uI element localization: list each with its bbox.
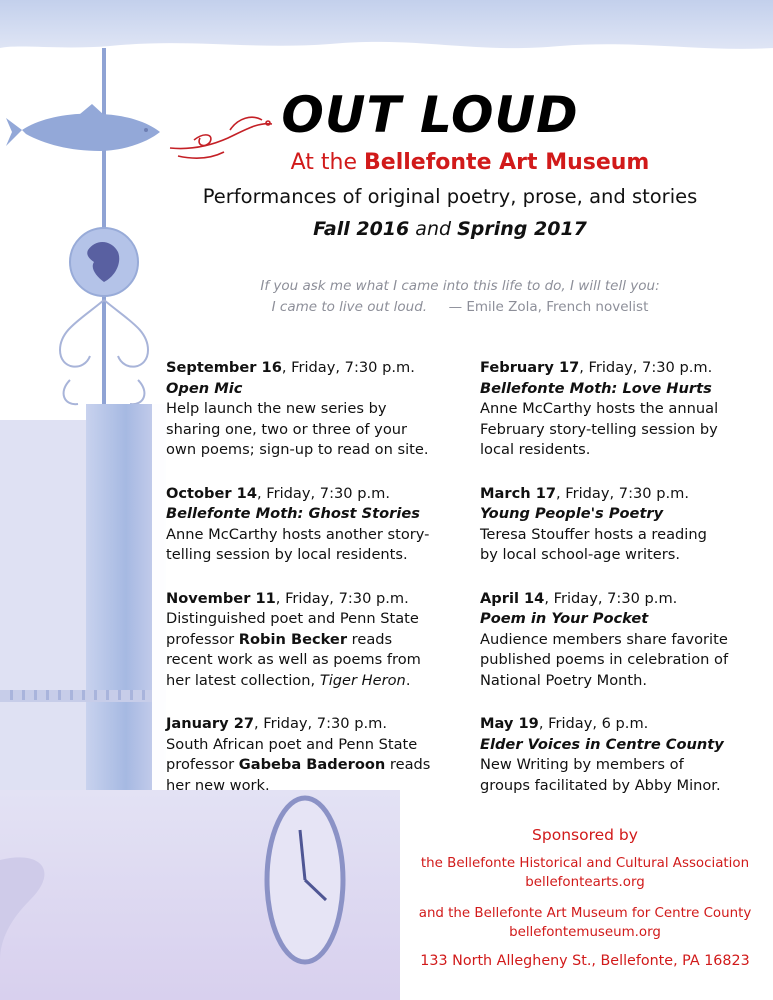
event-time: , Friday, 7:30 p.m. — [257, 484, 390, 502]
desc-line: local residents. — [480, 441, 591, 458]
event-time: , Friday, 7:30 p.m. — [254, 715, 387, 732]
desc-line — [166, 755, 466, 776]
quote-attribution: — Emile Zola, French novelist — [448, 299, 649, 315]
event-title: Open Mic — [166, 379, 243, 397]
sponsor-org-1: the Bellefonte Historical and Cultural Association — [420, 856, 750, 871]
event-october-14 — [166, 484, 466, 566]
event-date: October 14 — [166, 484, 257, 502]
event-date: September 16 — [166, 359, 282, 376]
event-september-16 — [166, 358, 466, 461]
globe-ornament-icon — [70, 228, 138, 296]
season-joiner: and — [409, 218, 458, 240]
sponsor-org-2: and the Bellefonte Art Museum for Centre County — [418, 906, 752, 921]
event-date-line — [166, 714, 466, 735]
desc-line: published poems in celebration of — [480, 651, 729, 668]
performer-name: Robin Becker — [238, 630, 348, 648]
events-column-right — [480, 358, 773, 819]
event-date: May 19 — [480, 715, 539, 732]
tagline: Performances of original poetry, prose, and stories — [202, 185, 698, 208]
event-title: Young People's Poetry — [480, 505, 664, 522]
desc-line — [166, 630, 466, 651]
event-date-line — [166, 484, 466, 505]
event-date-line — [166, 358, 466, 379]
event-date: January 27 — [166, 715, 255, 732]
desc-prefix: her latest collection, — [166, 671, 320, 689]
event-title: Poem in Your Pocket — [480, 610, 649, 627]
fish-weathervane-icon — [6, 104, 160, 151]
sponsors-heading: Sponsored by — [532, 826, 638, 844]
desc-line: groups facilitated by Abby Minor. — [480, 776, 721, 794]
event-description — [480, 755, 773, 796]
event-time: , Friday, 7:30 p.m. — [281, 359, 415, 376]
quote-text-2: I came to live out loud. — [271, 299, 428, 315]
event-time: , Friday, 7:30 p.m. — [579, 359, 713, 376]
event-description — [166, 735, 466, 797]
event-date: April 14 — [480, 589, 545, 607]
clock-face-icon — [267, 798, 343, 962]
event-time: , Friday, 6 p.m. — [538, 715, 649, 732]
desc-line: February story-telling session by — [480, 420, 718, 438]
event-date-line — [480, 589, 773, 610]
event-description — [166, 609, 466, 691]
page-title: OUT LOUD — [281, 86, 579, 144]
desc-prefix: professor — [166, 630, 239, 648]
event-description — [166, 399, 466, 461]
desc-line: her new work. — [166, 776, 270, 794]
event-date-line — [480, 484, 773, 505]
desc-line: recent work as well as poems from — [166, 651, 421, 668]
desc-suffix: reads — [385, 756, 431, 773]
event-time: , Friday, 7:30 p.m. — [275, 589, 409, 607]
event-title: Bellefonte Moth: Love Hurts — [480, 379, 712, 397]
desc-line: New Writing by members of — [480, 756, 684, 773]
event-time: , Friday, 7:30 p.m. — [544, 589, 678, 607]
events-column-left — [166, 358, 466, 819]
museum-address: 133 North Allegheny St., Bellefonte, PA 16823 — [420, 953, 750, 969]
desc-line: South African poet and Penn State — [166, 735, 418, 753]
event-november-11 — [166, 589, 466, 692]
desc-line: sharing one, two or three of your — [166, 420, 407, 438]
event-april-14 — [480, 589, 773, 692]
event-date: March 17 — [480, 484, 556, 502]
event-description — [166, 525, 466, 566]
desc-suffix: reads — [347, 630, 393, 648]
desc-line: National Poetry Month. — [480, 671, 648, 689]
event-description — [480, 399, 773, 461]
event-march-17 — [480, 484, 773, 566]
event-date-line — [480, 358, 773, 379]
event-title: Elder Voices in Centre County — [480, 735, 724, 753]
desc-line — [166, 671, 466, 692]
event-description — [480, 525, 773, 566]
venue-name: Bellefonte Art Museum — [364, 150, 650, 175]
desc-line: Anne McCarthy hosts another story- — [166, 525, 430, 543]
event-description — [480, 630, 773, 692]
event-title: Bellefonte Moth: Ghost Stories — [166, 505, 420, 522]
performer-name: Gabeba Baderoon — [238, 756, 386, 773]
desc-line: telling session by local residents. — [166, 546, 408, 563]
desc-line: Teresa Stouffer hosts a reading — [480, 525, 707, 543]
event-date-line — [480, 714, 773, 735]
event-may-19 — [480, 714, 773, 796]
desc-prefix: professor — [166, 756, 239, 773]
event-january-27 — [166, 714, 466, 796]
zola-quote — [220, 276, 700, 318]
sky-wash — [0, 0, 773, 49]
desc-line: Distinguished poet and Penn State — [166, 610, 419, 627]
desc-line: Anne McCarthy hosts the annual — [480, 400, 719, 417]
desc-line: own poems; sign-up to read on site. — [166, 441, 429, 458]
desc-line: Audience members share favorite — [480, 630, 728, 648]
quote-line-2 — [220, 297, 700, 318]
book-title: Tiger Heron — [319, 671, 406, 689]
desc-line: by local school-age writers. — [480, 546, 680, 563]
quote-line-1: If you ask me what I came into this life to do, I will tell you: — [260, 278, 660, 294]
venue-line — [200, 150, 740, 175]
season-line — [250, 218, 650, 240]
sponsor-url-1[interactable]: bellefontearts.org — [525, 875, 645, 890]
venue-prefix: At the — [290, 150, 365, 175]
season-second: Spring 2017 — [457, 218, 587, 240]
event-date: November 11 — [166, 589, 276, 607]
sponsors-block — [400, 826, 770, 969]
season-first: Fall 2016 — [313, 218, 410, 240]
event-date-line — [166, 589, 466, 610]
event-time: , Friday, 7:30 p.m. — [556, 484, 689, 502]
desc-line: Help launch the new series by — [166, 400, 387, 417]
event-february-17 — [480, 358, 773, 461]
sponsor-url-2[interactable]: bellefontemuseum.org — [509, 925, 661, 940]
event-date: February 17 — [480, 359, 580, 376]
desc-suffix: . — [405, 671, 411, 689]
